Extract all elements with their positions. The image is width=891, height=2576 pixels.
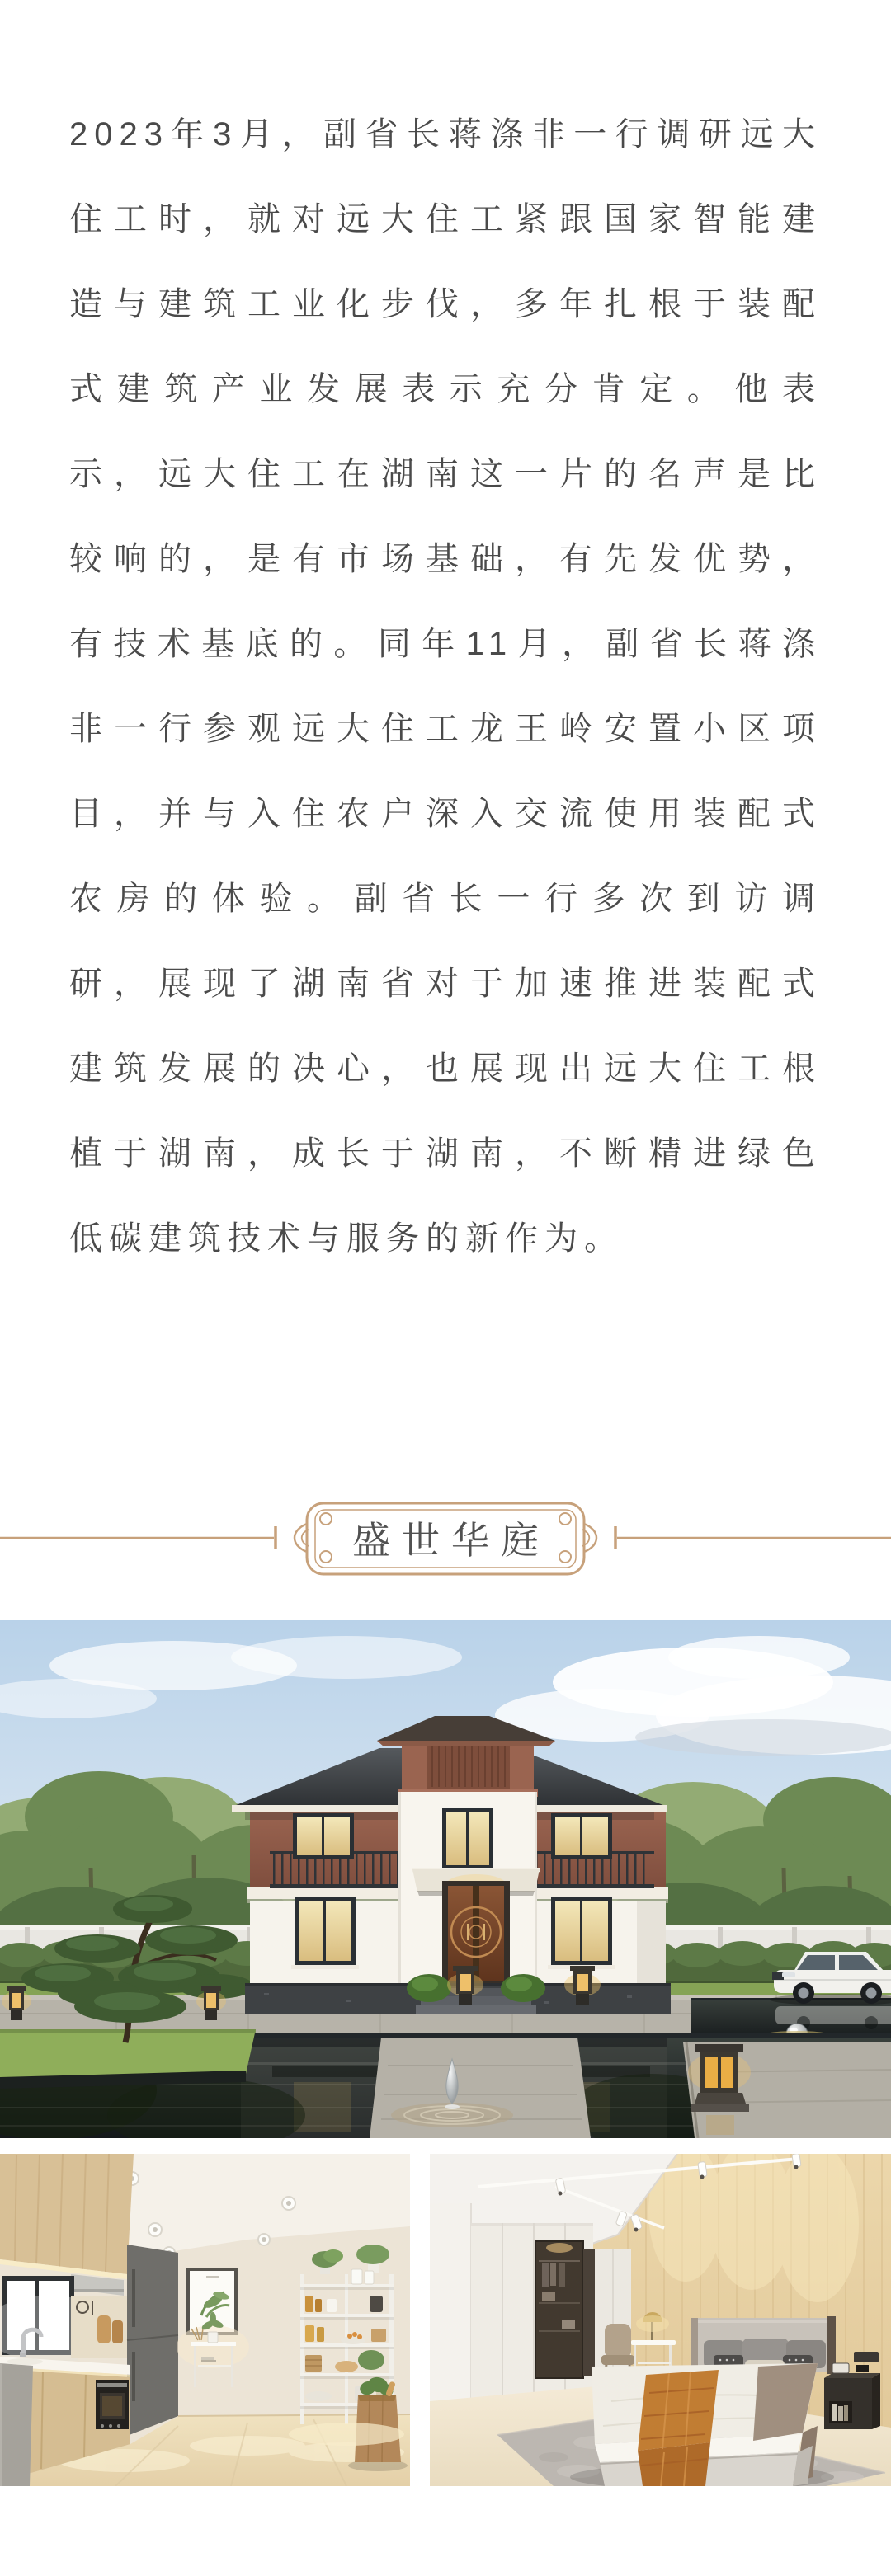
upper-left-window <box>293 1813 354 1859</box>
section-divider <box>0 1497 891 1579</box>
paragraph-line: 低碳建筑技术与服务的新作为。 <box>69 1220 624 1257</box>
section-title: 盛世华庭 <box>352 1519 550 1562</box>
upper-center-window <box>442 1808 493 1869</box>
upper-wood-cabinets <box>0 2154 134 2279</box>
paragraph-line: 式建筑产业发展表示充分肯定。他表 <box>69 371 822 407</box>
paragraph-line: 目，并与入住农户深入交流使用装配式 <box>69 796 822 832</box>
paragraph-line: 建筑发展的决心，也展现出远大住工根 <box>69 1051 822 1087</box>
right-pavement <box>683 2042 891 2138</box>
orange-throw <box>638 2370 719 2486</box>
paragraph-line: 有技术基底的。同年11月，副省长蒋涤 <box>69 626 822 662</box>
tall-cabinet <box>127 2245 178 2436</box>
paragraph-line: 较响的，是有市场基础，有先发优势， <box>69 541 822 577</box>
backsplash <box>71 2296 127 2358</box>
wall-glow <box>648 2154 859 2302</box>
lower-right-window <box>548 1897 615 1969</box>
floor-glow <box>289 2423 404 2446</box>
lower-left-window <box>291 1897 359 1969</box>
kitchen-interior-photo[interactable] <box>0 2154 410 2486</box>
nightstand <box>824 2363 880 2429</box>
upper-right-window <box>551 1813 612 1859</box>
bedroom-interior-photo[interactable] <box>430 2154 891 2486</box>
villa-exterior-photo[interactable] <box>0 1620 891 2138</box>
paragraph-line: 造与建筑工业化步伐，多年扎根于装配 <box>69 286 822 322</box>
paragraph-line: 2023年3月，副省长蒋涤非一行调研远大 <box>69 116 822 153</box>
paragraph-line: 农房的体验。副省长一行多次到访调 <box>69 881 822 917</box>
paragraph-line: 非一行参观远大住工龙王岭安置小区项 <box>69 711 822 747</box>
oven <box>96 2380 129 2429</box>
article-paragraph <box>69 92 822 1281</box>
paragraph-line: 示，远大住工在湖南这一片的名声是比 <box>69 456 822 492</box>
wall-switch <box>854 2352 879 2362</box>
paragraph-line: 住工时，就对远大住工紧跟国家智能建 <box>69 201 822 237</box>
paragraph-line: 研，展现了湖南省对于加速推进装配式 <box>69 966 822 1002</box>
paragraph-line: 植于湖南，成长于湖南，不断精进绿色 <box>69 1135 822 1172</box>
